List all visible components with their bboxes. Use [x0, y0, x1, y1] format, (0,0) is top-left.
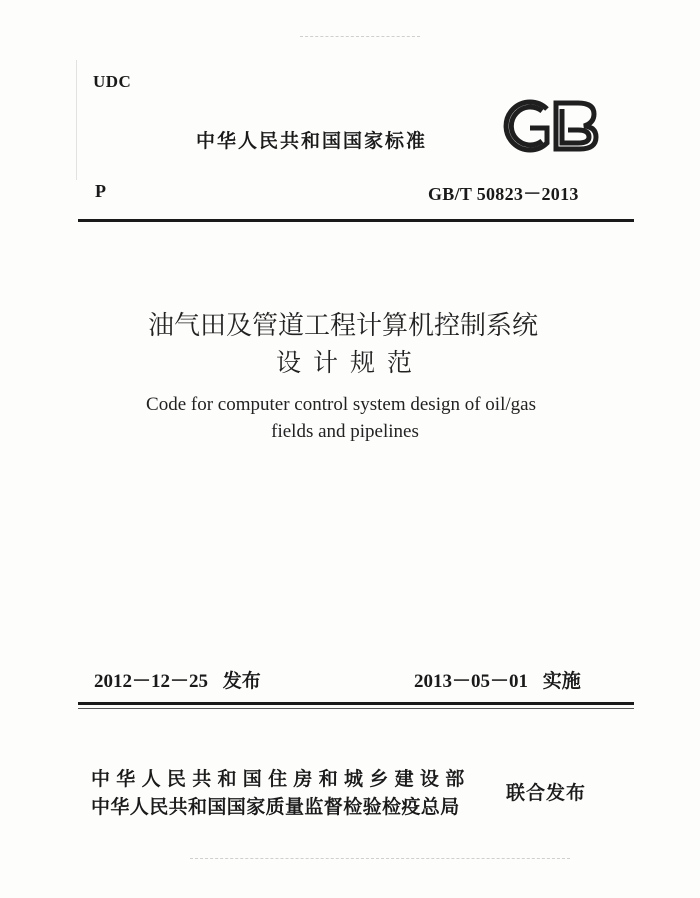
header-divider — [78, 219, 634, 222]
udc-label: UDC — [93, 72, 132, 91]
scan-dots-top — [300, 36, 420, 38]
effective-label: 实施 — [542, 670, 581, 692]
publisher-aqsiq: 中华人民共和国国家质量监督检验检疫总局 — [91, 796, 460, 818]
title-en-line2: fields and pipelines — [271, 421, 419, 442]
title-en-line1: Code for computer control system design of oil/gas — [146, 394, 536, 415]
scan-margin-line — [76, 60, 77, 180]
issue-label: 发布 — [222, 670, 261, 692]
title-cn-line1: 油气田及管道工程计算机控制系统 — [147, 311, 538, 341]
scan-dots-bottom — [190, 858, 570, 860]
title-cn-line2: 设计规范 — [275, 348, 424, 377]
footer-divider-2 — [78, 708, 634, 709]
effective-date-block — [414, 666, 581, 693]
joint-issue-label: 联合发布 — [506, 782, 587, 804]
issue-date-block — [94, 666, 261, 693]
effective-date: 2013－05－01 — [414, 671, 529, 692]
publisher-ministry: 中华人民共和国住房和城乡建设部 — [91, 768, 471, 790]
gb-logo — [498, 97, 602, 155]
category-code: P — [95, 181, 106, 201]
issue-date: 2012－12－25 — [94, 671, 209, 692]
footer-divider-1 — [78, 702, 634, 705]
standard-number: GB/T 50823－2013 — [428, 184, 579, 204]
standard-name: 中华人民共和国国家标准 — [196, 130, 428, 152]
